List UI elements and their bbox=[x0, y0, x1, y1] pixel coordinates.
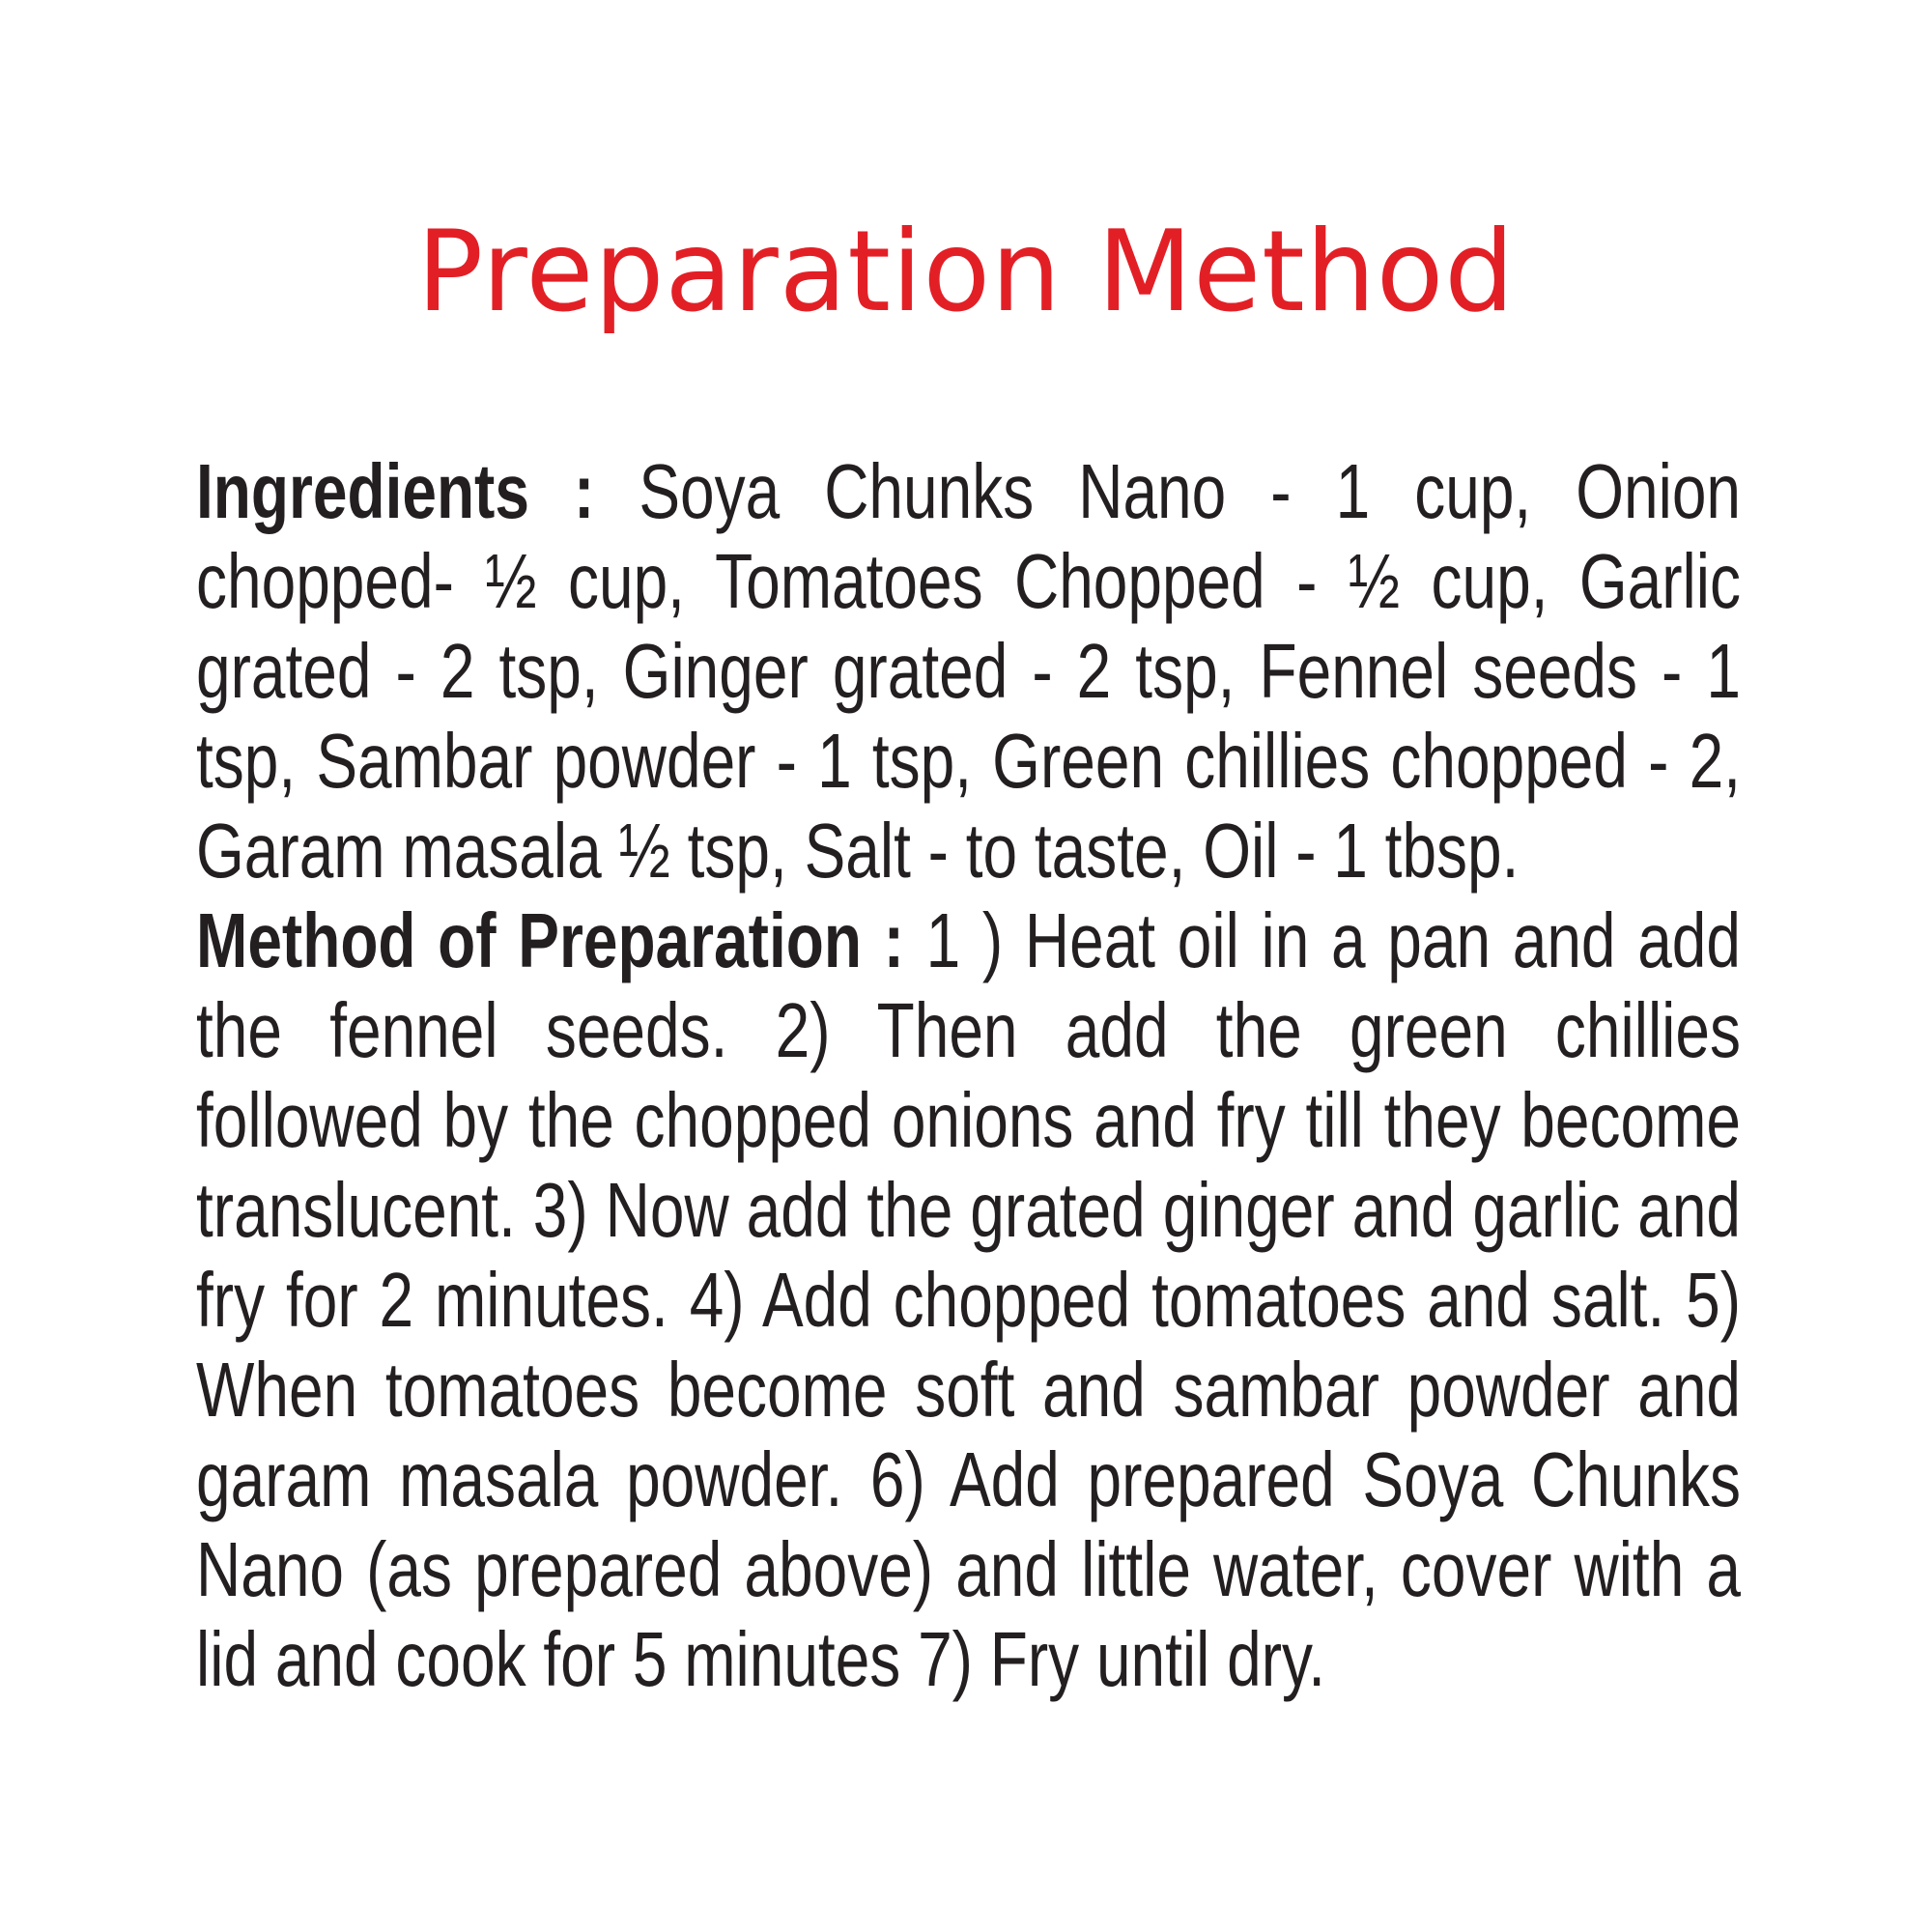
method-label: Method of Preparation : bbox=[196, 897, 904, 983]
method-paragraph bbox=[196, 895, 1741, 1704]
ingredients-section bbox=[196, 446, 1741, 895]
method-text: 1 ) Heat oil in a pan and add the fennel seeds. 2) Then add the green chillies followed by the chopped onions and fry till they become translucent. 3) Now add the grated ginger and garlic and fry for 2 minutes. 4) Add chopped tomatoes and salt. 5) When tomatoes become soft and sambar powder and garam masala powder. 6) Add prepared Soya Chunks Nano (as prepared above) and little water, cover with a lid and cook for 5 minutes 7) Fry until dry. bbox=[196, 897, 1741, 1702]
ingredients-label: Ingredients : bbox=[196, 448, 595, 534]
ingredients-text: Soya Chunks Nano - 1 cup, Onion chopped- ½ cup, Tomatoes Chopped - ½ cup, Garlic grated - 2 tsp, Ginger grated - 2 tsp, Fennel seeds - 1 tsp, Sambar powder - 1 tsp, Green chillies chopped - 2, Garam masala ½ tsp, Salt - to taste, Oil - 1 tbsp. bbox=[196, 448, 1742, 894]
method-section bbox=[196, 895, 1741, 1702]
recipe-body bbox=[196, 446, 1742, 1702]
page-title: Preparation Method bbox=[416, 207, 1516, 337]
ingredients-paragraph bbox=[196, 446, 1741, 895]
